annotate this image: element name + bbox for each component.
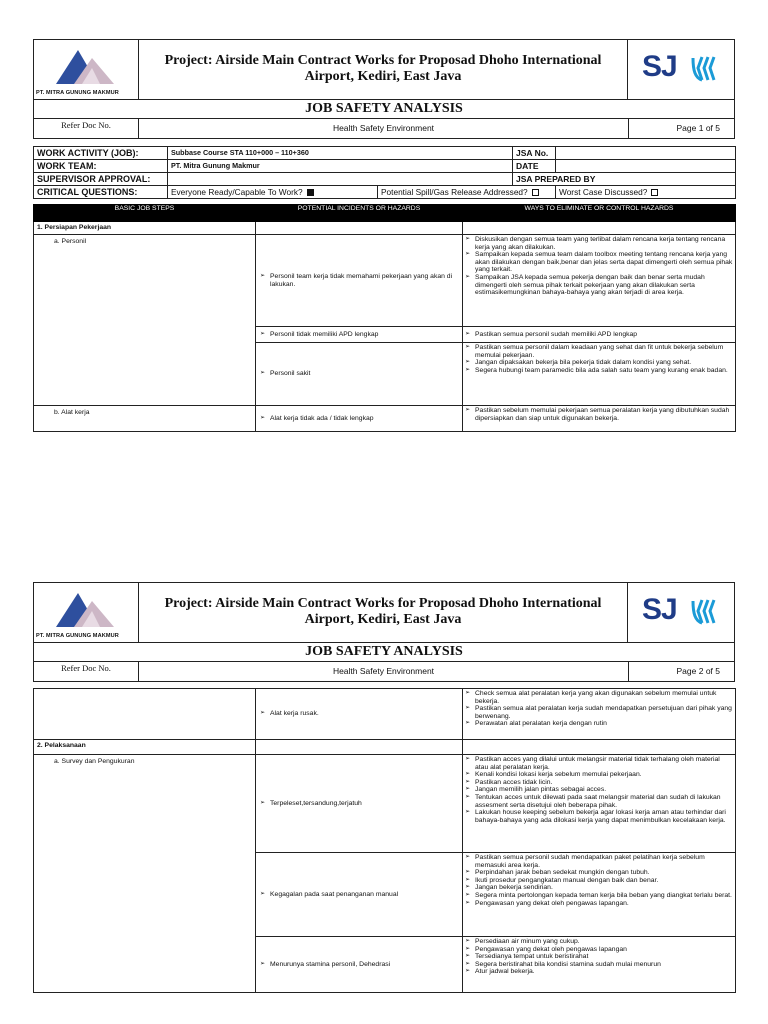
ref-value: Health Safety Environment	[332, 666, 435, 676]
table-row	[34, 235, 736, 327]
control-cell: ➢ Pastikan acces yang dilalui untuk melangsir material tidak terhalang oleh material atau alat peralatan kerja. ➢ Kenali kondisi lokasi kerja sebelum memulai pekerjaan. ➢ Pastikan acces tidak licin. ➢ Jangan memilih jalan pintas sebagai acces. ➢ Tentukan acces untuk dilewati pada saat melangsir material dan sudah di lakukan assesment serta disetujui oleh beberapa pihak. ➢ Lakukan house keeping sebelum bekerja agar lokasi kerja aman atau terhindar dari bahaya-bahaya yang ada dilokasi kerja yang dapat menimbulkan kecelakaan kerja.	[463, 755, 736, 853]
arrow-bullet-icon: ➢	[465, 236, 471, 242]
info-table	[33, 146, 736, 199]
page-header	[34, 583, 734, 643]
arrow-bullet-icon: ➢	[465, 771, 471, 778]
checkbox-empty-icon[interactable]	[532, 189, 539, 196]
ref-row	[34, 662, 734, 681]
table-row	[34, 406, 736, 432]
table-row	[34, 689, 736, 740]
wave-logo-icon	[690, 597, 720, 627]
ref-value: Health Safety Environment	[332, 123, 435, 133]
control-cell: ➢ Check semua alat peralatan kerja yang akan digunakan sebelum memulai untuk bekerja. ➢ Pastikan semua alat peralatan kerja sudah mendapatkan persetujuan dari pihak yang berwenang. ➢ Perawatan alat peralatan kerja dengan rutin	[463, 689, 736, 740]
arrow-bullet-icon: ➢	[465, 705, 471, 712]
arrow-bullet-icon: ➢	[465, 344, 471, 350]
arrow-bullet-icon: ➢	[260, 370, 266, 377]
mountain-logo-icon	[52, 44, 122, 88]
jsa-no-label: JSA No.	[513, 147, 556, 160]
arrow-bullet-icon: ➢	[465, 891, 471, 898]
arrow-bullet-icon: ➢	[260, 799, 266, 806]
work-activity-value: Subbase Course STA 110+000 – 110+360	[168, 147, 513, 160]
arrow-bullet-icon: ➢	[465, 960, 471, 967]
q-worst-case[interactable]: Worst Case Discussed?	[556, 186, 736, 199]
arrow-bullet-icon: ➢	[260, 710, 266, 717]
work-team-label: WORK TEAM:	[34, 160, 168, 173]
control-cell: ➢ Pastikan semua personil sudah memiliki APD lengkap	[463, 327, 736, 343]
hazard-cell: ➢ Alat kerja rusak.	[256, 689, 463, 740]
page-number: Page 2 of 5	[628, 662, 734, 681]
company-caption: PT. MITRA GUNUNG MAKMUR	[36, 633, 119, 639]
control-cell: ➢ Pastikan sebelum memulai pekerjaan semua peralatan kerja yang dibutuhkan sudah dipersiapkan dan siap untuk digunakan bekerja.	[463, 406, 736, 432]
sj-logo-text: SJ	[642, 50, 677, 83]
mountain-logo-icon	[52, 587, 122, 631]
sj-logo-text: SJ	[642, 593, 677, 626]
doc-title: JOB SAFETY ANALYSIS	[34, 100, 734, 119]
section-row	[34, 740, 736, 755]
hazard-cell: ➢ Kegagalan pada saat penanganan manual	[256, 853, 463, 937]
project-title: Project: Airside Main Contract Works for Proposad Dhoho International Airport, Kediri, East Java	[164, 596, 602, 627]
arrow-bullet-icon: ➢	[465, 251, 471, 258]
arrow-bullet-icon: ➢	[465, 899, 471, 906]
q-spill[interactable]: Potential Spill/Gas Release Addressed?	[378, 186, 556, 199]
hazard-cell: ➢ Personil tidak memiliki APD lengkap	[256, 327, 463, 343]
arrow-bullet-icon: ➢	[260, 272, 266, 279]
arrow-bullet-icon: ➢	[465, 953, 471, 960]
arrow-bullet-icon: ➢	[465, 884, 471, 891]
col-controls: WAYS TO ELIMINATE OR CONTROL HAZARDS	[463, 205, 736, 222]
hazard-cell: ➢ Alat kerja tidak ada / tidak lengkap	[256, 406, 463, 432]
page-number: Page 1 of 5	[628, 119, 734, 138]
hazard-cell: ➢ Menurunya stamina personil, Dehedrasi	[256, 937, 463, 993]
jsa-page-1	[33, 39, 735, 139]
company-caption: PT. MITRA GUNUNG MAKMUR	[36, 90, 119, 96]
control-cell: ➢ Pastikan semua personil sudah mendapatkan paket pelatihan kerja sebelum memasuki area kerja. ➢ Perpindahan jarak beban sedekat mungkin dengan tubuh. ➢ Ikuti prosedur pengangkatan manual dengan baik dan benar. ➢ Jangan bekerja sendirian. ➢ Segera minta pertolongan kepada teman kerja bila beban yang diangkat terlalu berat. ➢ Pengawasan yang dekat oleh pengawas lapangan.	[463, 853, 736, 937]
section-title: 1. Persiapan Pekerjaan	[34, 222, 256, 235]
arrow-bullet-icon: ➢	[465, 756, 471, 762]
work-activity-label: WORK ACTIVITY (JOB):	[34, 147, 168, 160]
arrow-bullet-icon: ➢	[465, 366, 471, 373]
col-hazards: POTENTIAL INCIDENTS OR HAZARDS	[256, 205, 463, 222]
step-cell-empty	[34, 689, 256, 740]
supervisor-value[interactable]	[168, 173, 513, 186]
step-label: b. Alat kerja	[34, 406, 256, 432]
col-basic-steps: BASIC JOB STEPS	[34, 205, 256, 222]
ref-row	[34, 119, 734, 138]
jsa-no-value[interactable]	[556, 147, 736, 160]
arrow-bullet-icon: ➢	[465, 876, 471, 883]
arrow-bullet-icon: ➢	[465, 407, 471, 413]
arrow-bullet-icon: ➢	[465, 945, 471, 952]
control-cell: ➢ Persediaan air minum yang cukup. ➢ Pengawasan yang dekat oleh pengawas lapangan ➢ Tersedianya tempat untuk beristirahat ➢ Segera beristirahat bila kondisi stamina sudah mulai menurun ➢ Atur jadwal bekerja.	[463, 937, 736, 993]
company-logo	[34, 40, 139, 99]
jsa-page-2	[33, 582, 735, 682]
arrow-bullet-icon: ➢	[260, 890, 266, 897]
arrow-bullet-icon: ➢	[465, 854, 471, 860]
arrow-bullet-icon: ➢	[465, 968, 471, 975]
control-cell: ➢ Pastikan semua personil dalam keadaan yang sehat dan fit untuk bekerja sebelum memulai pekerjaan. ➢ Jangan dipaksakan bekerja bila pekerja tidak dalam kondisi yang sehat. ➢ Segera hubungi team paramedic bila ada salah satu team yang kurang enak badan.	[463, 343, 736, 406]
ref-label: Refer Doc No.	[34, 119, 139, 138]
jsa-body-1	[33, 146, 735, 432]
step-label: a. Personil	[34, 235, 256, 406]
column-header-row	[34, 205, 736, 222]
section-row	[34, 222, 736, 235]
checkbox-checked-icon[interactable]	[307, 189, 314, 196]
date-label: DATE	[513, 160, 556, 173]
hazard-cell: ➢ Terpeleset,tersandung,terjatuh	[256, 755, 463, 853]
arrow-bullet-icon: ➢	[465, 809, 471, 816]
arrow-bullet-icon: ➢	[260, 414, 266, 421]
arrow-bullet-icon: ➢	[465, 778, 471, 785]
date-value[interactable]	[556, 160, 736, 173]
hazard-cell: ➢ Personil sakit	[256, 343, 463, 406]
arrow-bullet-icon: ➢	[465, 720, 471, 727]
arrow-bullet-icon: ➢	[465, 331, 471, 337]
supervisor-label: SUPERVISOR APPROVAL:	[34, 173, 168, 186]
q-ready[interactable]: Everyone Ready/Capable To Work?	[168, 186, 378, 199]
jsa-table-2	[33, 688, 736, 993]
arrow-bullet-icon: ➢	[260, 330, 266, 337]
wave-logo-icon	[690, 54, 720, 84]
arrow-bullet-icon: ➢	[465, 938, 471, 944]
ref-label: Refer Doc No.	[34, 662, 139, 681]
section-title: 2. Pelaksanaan	[34, 740, 256, 755]
client-logo	[627, 583, 734, 642]
project-title: Project: Airside Main Contract Works for Proposad Dhoho International Airport, Kediri, East Java	[164, 53, 602, 84]
arrow-bullet-icon: ➢	[465, 690, 471, 696]
arrow-bullet-icon: ➢	[465, 273, 471, 280]
arrow-bullet-icon: ➢	[465, 786, 471, 793]
table-row	[34, 755, 736, 853]
arrow-bullet-icon: ➢	[465, 869, 471, 876]
jsa-body-2	[33, 688, 735, 993]
arrow-bullet-icon: ➢	[465, 359, 471, 366]
jsa-table-1	[33, 204, 736, 432]
hazard-cell: ➢ Personil team kerja tidak memahami pekerjaan yang akan di lakukan.	[256, 235, 463, 327]
jsa-prepared-label: JSA PREPARED BY	[513, 173, 736, 186]
doc-title: JOB SAFETY ANALYSIS	[34, 643, 734, 662]
client-logo	[627, 40, 734, 99]
arrow-bullet-icon: ➢	[260, 960, 266, 967]
critical-label: CRITICAL QUESTIONS:	[34, 186, 168, 199]
company-logo	[34, 583, 139, 642]
arrow-bullet-icon: ➢	[465, 793, 471, 800]
checkbox-empty-icon[interactable]	[651, 189, 658, 196]
control-cell: ➢ Diskusikan dengan semua team yang terlibat dalam rencana kerja tentang rencana kerja yang akan dilakukan. ➢ Sampaikan kepada semua team dalam toolbox meeting tentang rencana kerja yang akan dilakukan dengan baik,benar dan jelas serta dapat dimengerti oleh semua pihak yang terkait. ➢ Sampaikan JSA kepada semua pekerja dengan baik dan benar serta mudah dimengerti oleh semua pihak terkait pekerjaan yang akan dilakukan serta estimasikemungkinan bahaya-bahaya yang akan terjadi di area kerja.	[463, 235, 736, 327]
work-team-value: PT. Mitra Gunung Makmur	[168, 160, 513, 173]
page-header	[34, 40, 734, 100]
step-label: a. Survey dan Pengukuran	[34, 755, 256, 993]
